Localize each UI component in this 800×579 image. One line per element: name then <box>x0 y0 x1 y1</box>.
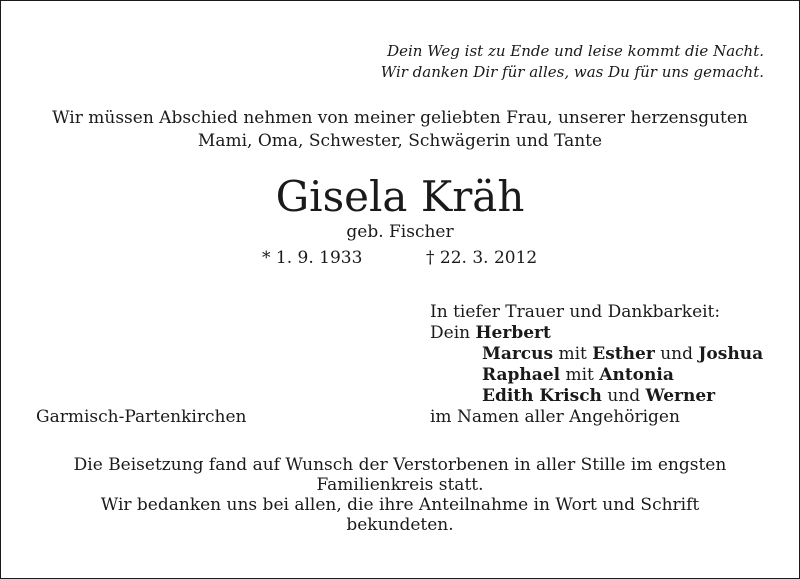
mourner-line-herbert <box>430 323 551 343</box>
mourner-raphael: Raphael <box>482 365 561 385</box>
mourner-werner: Werner <box>645 386 716 406</box>
mourner-line-raphael <box>482 365 674 385</box>
mourner-connector: mit <box>558 344 587 364</box>
motto-line-2: Wir danken Dir für alles, was Du für uns gemacht. <box>380 63 764 81</box>
birth-name: geb. Fischer <box>346 222 454 242</box>
funeral-line-3: Wir bedanken uns bei allen, die ihre Anteilnahme in Wort und Schrift <box>100 495 700 515</box>
deceased-name: Gisela Kräh <box>275 172 525 221</box>
death-date: † 22. 3. 2012 <box>426 248 538 268</box>
birth-date: * 1. 9. 1933 <box>262 248 363 268</box>
mourner-connector: mit <box>565 365 594 385</box>
mourner-joshua: Joshua <box>698 344 764 364</box>
mourner-line-edith <box>482 386 715 406</box>
intro-line-1: Wir müssen Abschied nehmen von meiner geliebten Frau, unserer herzensguten <box>52 108 748 128</box>
funeral-line-1: Die Beisetzung fand auf Wunsch der Verstorbenen in aller Stille im engsten <box>73 455 727 475</box>
mourner-marcus: Marcus <box>482 344 554 364</box>
funeral-line-2: Familienkreis statt. <box>316 475 484 495</box>
mourner-herbert: Herbert <box>475 323 551 343</box>
mourner-antonia: Antonia <box>599 365 674 385</box>
mourner-line-marcus <box>482 344 763 364</box>
funeral-line-4: bekundeten. <box>346 515 454 535</box>
mourners-heading: In tiefer Trauer und Dankbarkeit: <box>430 302 721 322</box>
motto-line-1: Dein Weg ist zu Ende und leise kommt die Nacht. <box>387 42 764 60</box>
location: Garmisch-Partenkirchen <box>36 407 247 427</box>
mourner-edith: Edith Krisch <box>482 386 602 406</box>
mourner-esther: Esther <box>592 344 655 364</box>
mourner-connector: und <box>607 386 641 406</box>
relatives-line: im Namen aller Angehörigen <box>430 407 680 427</box>
intro-line-2: Mami, Oma, Schwester, Schwägerin und Tante <box>197 131 603 151</box>
mourner-connector: und <box>660 344 693 364</box>
mourner-dein: Dein <box>430 323 471 343</box>
